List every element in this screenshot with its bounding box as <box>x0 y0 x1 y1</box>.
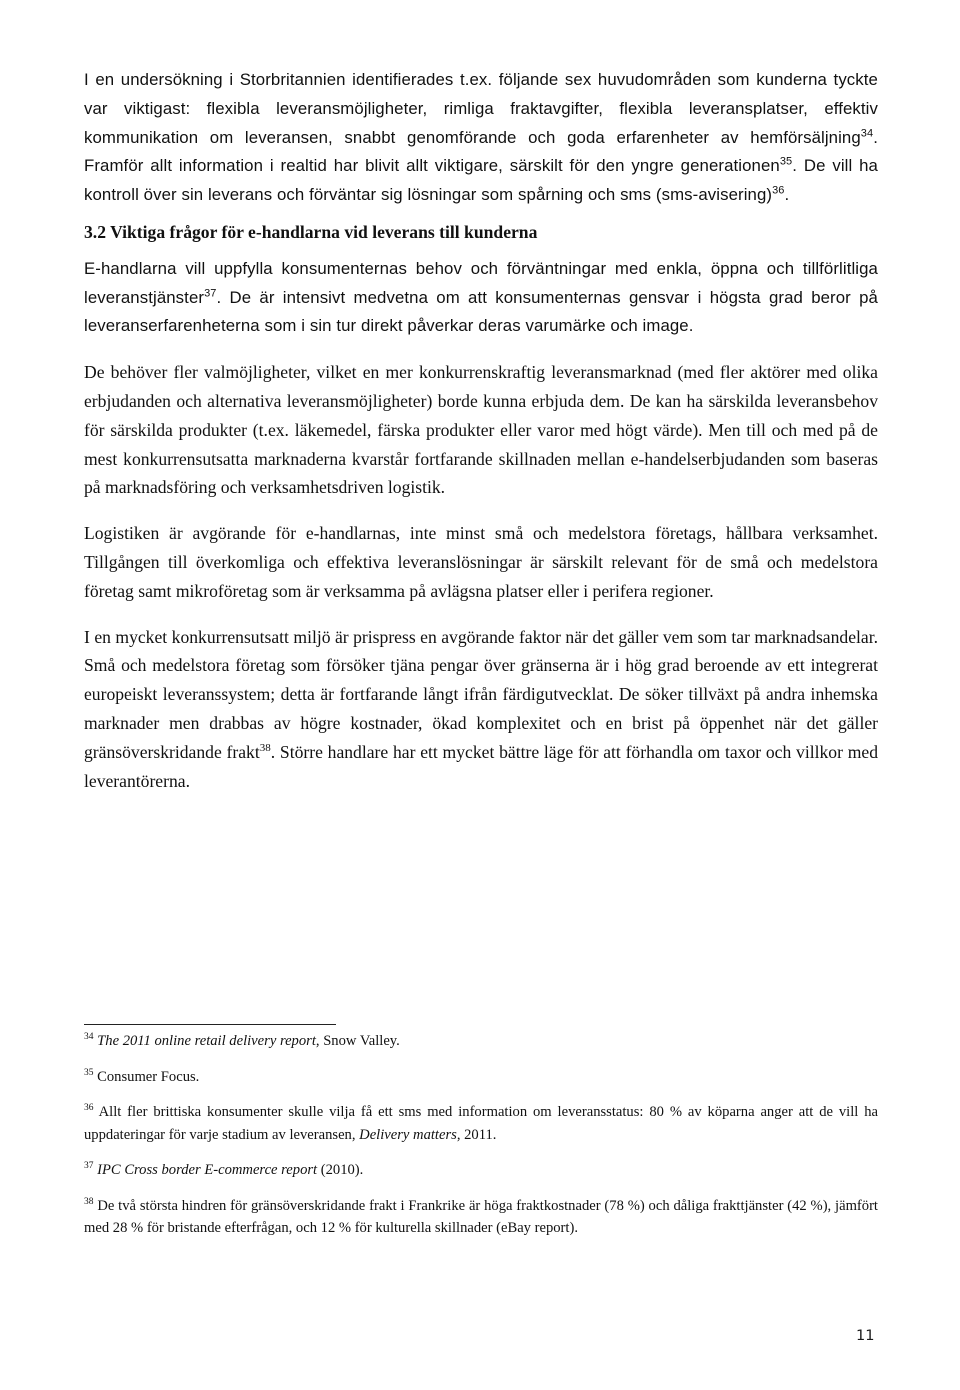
footnote-number: 37 <box>84 1161 94 1172</box>
footnote-divider <box>84 1024 336 1025</box>
footnote-ref-35[interactable]: 35 <box>779 155 793 168</box>
paragraph-1-text-d: . <box>784 185 790 205</box>
footnote-text-end: , 2011. <box>456 1126 497 1143</box>
paragraph-3: De behöver fler valmöjligheter, vilket en mer konkurrenskraftig leveransmarknad (med fler aktörer med olika erbjudanden och alternativa leveransmöjligheter) borde kunna erbjuda dem. De kan ha särskilda leveransbehov för särskilda produkter (t.ex. läkemedel, färska produkter eller varor med högt värde). Men till och med på de mest konkurrensutsatta marknaderna kvarstår fortfarande skillnaden mellan e-handelserbjudanden som baseras på marknadsföring och verksamhetsdriven logistik. <box>84 362 878 498</box>
footnote-ref-36[interactable]: 36 <box>772 184 785 197</box>
footnote-37 <box>84 1159 878 1182</box>
footnote-title: Delivery matters <box>359 1126 457 1143</box>
paragraph-5-text-b: . Större handlare har ett mycket bättre läge för att förhandla om taxor och villkor med leverantörerna. <box>84 741 878 791</box>
footnotes <box>84 1030 878 1240</box>
footnote-number: 38 <box>84 1196 94 1207</box>
paragraph-1-text-a: I en undersökning i Storbritannien identifierades t.ex. följande sex huvudområden som kunderna tyckte var viktigast: flexibla leveransmöjligheter, rimliga fraktavgifter, flexibla leveransplatser, effektiv kommunikation om leveransen, snabbt genomförande och goda erfarenheter av hemförsäljning <box>84 70 878 147</box>
footnote-ref-37[interactable]: 37 <box>204 286 217 299</box>
paragraph-4: Logistiken är avgörande för e-handlarnas, inte minst små och medelstora företags, hållbara verksamhet. Tillgången till överkomliga och effektiva leveranslösningar är särskilt relevant för de små och medelstora företag samt mikroföretag som är verksamma på avlägsna platser eller i perifera regioner. <box>84 523 878 601</box>
paragraph-2 <box>84 255 878 341</box>
footnote-36 <box>84 1101 878 1146</box>
footnote-text: , Snow Valley. <box>315 1033 400 1049</box>
page-number: 11 <box>856 1328 875 1344</box>
section-heading: 3.2 Viktiga frågor för e-handlarna vid leverans till kunderna <box>84 221 538 242</box>
paragraph-1-text-b: . Framför allt information i realtid har blivit allt viktigare, särskilt för den yngre generationen <box>84 127 878 176</box>
footnote-text: Allt fler brittiska konsumenter skulle vilja få ett sms med information om leveransstatus: 80 % av köparna anger att de vill ha uppdateringar för varje stadium av leveransen, <box>84 1104 879 1143</box>
footnote-34 <box>84 1030 878 1053</box>
footnote-number: 36 <box>84 1103 94 1114</box>
paragraph-5 <box>84 623 878 796</box>
document-body <box>84 66 878 795</box>
paragraph-2-text-a: E-handlarna vill uppfylla konsumenternas behov och förväntningar med enkla, öppna och tillförlitliga leveranstjänster <box>84 258 878 307</box>
paragraph-2-text-b: . De är intensivt medvetna om att konsumenternas gensvar i högsta grad beror på leveranserfarenheterna som i sin tur direkt påverkar deras varumärke och image. <box>84 287 878 336</box>
footnote-35 <box>84 1066 878 1089</box>
paragraph-5-text-a: I en mycket konkurrensutsatt miljö är prispress en avgörande faktor när det gäller vem som tar marknadsandelar. Små och medelstora företag som försöker tjäna pengar över gränserna är i hög grad beroende av ett integrerat europeiskt leveranssystem; detta är fortfarande långt ifrån färdigutvecklat. De söker tillväxt på andra inhemska marknader men drabbas av högre kostnader, ökad komplexitet och en brist på öppenhet när det gäller gränsöverskridande frakt <box>84 626 878 762</box>
footnote-ref-34[interactable]: 34 <box>860 127 874 139</box>
footnote-text: De två största hindren för gränsöverskridande frakt i Frankrike är höga fraktkostnader (78 %) och dåliga frakttjänster (42 %), jämfört med 28 % för bristande efterfrågan, och 12 % för kulturella skillnader (eBay report). <box>84 1197 878 1236</box>
footnote-number: 34 <box>84 1032 94 1043</box>
footnote-title: IPC Cross border E-commerce report <box>97 1162 318 1178</box>
footnote-ref-38[interactable]: 38 <box>259 741 271 754</box>
paragraph-1 <box>84 66 878 210</box>
footnote-text: Consumer Focus. <box>97 1068 200 1085</box>
footnote-title: The 2011 online retail delivery report <box>97 1033 316 1049</box>
footnote-38 <box>84 1195 878 1240</box>
footnote-number: 35 <box>84 1067 94 1078</box>
paragraph-1-text-c: . De vill ha kontroll över sin leverans och förväntar sig lösningar som spårning och sms (sms-avisering) <box>84 156 878 205</box>
footnote-text: (2010). <box>317 1162 364 1178</box>
